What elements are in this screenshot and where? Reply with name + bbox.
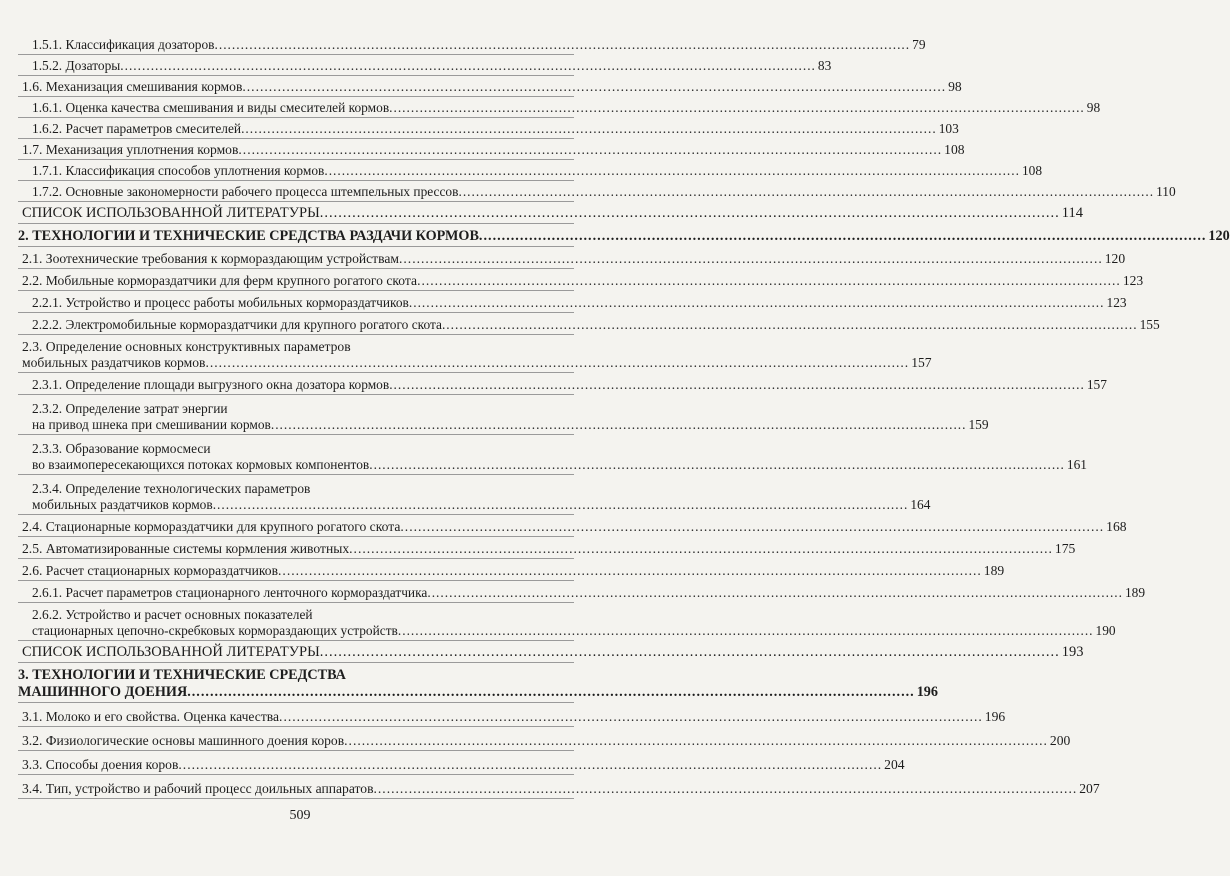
toc-entry xyxy=(18,181,1176,202)
toc-entry-line xyxy=(22,781,1100,797)
toc-entry xyxy=(18,247,1126,269)
toc-page-number: 200 xyxy=(1049,733,1071,748)
toc-entry xyxy=(18,663,938,703)
toc-entry-line xyxy=(22,251,1126,267)
toc-entry xyxy=(18,291,1127,313)
toc-page-number: 157 xyxy=(1086,377,1107,392)
toc-entry-title: 3.4. Тип, устройство и рабочий процесс доильных аппаратов xyxy=(22,781,374,796)
toc-page-number: 110 xyxy=(1156,184,1176,199)
toc-entry-line xyxy=(32,100,1101,116)
toc-entry xyxy=(18,97,1101,118)
toc-entry-title: 2.6.1. Расчет параметров стационарного ленточного кормораздатчика xyxy=(32,585,428,600)
toc-entry-title: стационарных цепочно-скребковых кормораздающих устройств xyxy=(32,623,398,638)
toc-entry-line xyxy=(18,667,574,684)
toc-entry-title: 1.6.2. Расчет параметров смесителей xyxy=(32,121,242,136)
toc-entry xyxy=(18,202,1083,224)
toc-entry-line xyxy=(32,58,832,74)
toc-entry-title: МАШИННОГО ДОЕНИЯ xyxy=(18,684,188,700)
toc-page-number: 123 xyxy=(1106,295,1127,310)
toc-entry-title: 3.3. Способы доения коров xyxy=(22,757,179,772)
toc-entry-line xyxy=(18,228,1230,245)
toc-entry-title: 2.6. Расчет стационарных кормораздатчиков xyxy=(22,563,279,578)
toc-entry-title: 2. ТЕХНОЛОГИИ И ТЕХНИЧЕСКИЕ СРЕДСТВА РАЗДАЧИ КОРМОВ xyxy=(18,228,479,244)
toc-entry-title: мобильных раздатчиков кормов xyxy=(32,497,213,512)
toc-page-number: 98 xyxy=(1086,100,1101,115)
toc-leader-dots xyxy=(271,417,967,433)
toc-entry-line xyxy=(32,37,926,53)
toc-entry-title: 1.7.2. Основные закономерности рабочего процесса штемпельных прессов xyxy=(32,184,459,199)
toc-page-number: 193 xyxy=(1061,644,1084,660)
toc-leader-dots xyxy=(215,37,911,53)
toc-leader-dots xyxy=(241,121,937,137)
toc-entry-title: 2.2. Мобильные кормораздатчики для ферм крупного рогатого скота xyxy=(22,273,418,288)
toc-entry-title: 1.6. Механизация смешивания кормов xyxy=(22,79,243,94)
toc-entry xyxy=(18,118,959,139)
toc-entry xyxy=(18,475,931,515)
toc-page-number: 108 xyxy=(1021,163,1043,178)
toc-entry-line xyxy=(22,355,932,371)
toc-page-number: 98 xyxy=(948,79,962,94)
toc-entry-line xyxy=(32,585,1146,601)
toc-entry-title: мобильных раздатчиков кормов xyxy=(22,355,206,370)
toc-entry-line xyxy=(22,339,574,355)
toc-entry xyxy=(18,775,1100,799)
toc-entry xyxy=(18,335,932,373)
toc-leader-dots xyxy=(369,457,1065,473)
toc-entry-title: 1.6.1. Оценка качества смешивания и виды смесителей кормов xyxy=(32,100,390,115)
toc-page-number: 108 xyxy=(944,142,965,157)
toc-page-number: 159 xyxy=(968,417,989,432)
toc-leader-dots xyxy=(324,163,1020,179)
toc-entry-line xyxy=(32,163,1043,179)
toc-leader-dots xyxy=(238,142,942,158)
toc-page-number: 204 xyxy=(884,757,905,772)
toc-entry-title: 3. ТЕХНОЛОГИИ И ТЕХНИЧЕСКИЕ СРЕДСТВА xyxy=(18,667,346,683)
toc-entry xyxy=(18,160,1043,181)
toc-entry-title: 1.5.1. Классификация дозаторов xyxy=(32,37,215,52)
toc-entry xyxy=(18,603,1116,641)
toc-entry-line xyxy=(32,623,1116,639)
toc-entry-line xyxy=(32,417,989,433)
toc-leader-dots xyxy=(399,251,1103,267)
toc-entry-line xyxy=(22,709,1006,725)
toc-entry-line xyxy=(32,401,574,417)
toc-entry xyxy=(18,559,1005,581)
toc-leader-dots xyxy=(242,79,946,95)
toc-entry-line xyxy=(32,121,959,137)
toc-entry-line xyxy=(32,481,574,497)
table-of-contents xyxy=(18,34,1230,799)
toc-entry-title: 1.5.2. Дозаторы xyxy=(32,58,121,73)
toc-entry-title: на привод шнека при смешивании кормов xyxy=(32,417,271,432)
toc-entry-title: 2.4. Стационарные кормораздатчики для крупного рогатого скота xyxy=(22,519,401,534)
toc-entry-line xyxy=(22,541,1076,557)
toc-entry-line xyxy=(22,142,965,158)
toc-entry xyxy=(18,395,989,435)
toc-entry-title: 1.7.1. Классификация способов уплотнения кормов xyxy=(32,163,325,178)
toc-entry-line xyxy=(22,79,962,95)
toc-page-number: 189 xyxy=(1124,585,1146,600)
toc-entry xyxy=(18,224,1230,247)
toc-leader-dots xyxy=(320,205,1060,222)
toc-entry-title: 2.3.1. Определение площади выгрузного окна дозатора кормов xyxy=(32,377,390,392)
toc-leader-dots xyxy=(213,497,909,513)
toc-leader-dots xyxy=(442,317,1138,333)
toc-entry xyxy=(18,34,926,55)
toc-leader-dots xyxy=(374,781,1078,797)
toc-entry-line xyxy=(22,733,1071,749)
toc-page-number: 196 xyxy=(984,709,1006,724)
toc-entry xyxy=(18,269,1144,291)
toc-leader-dots xyxy=(187,684,915,701)
toc-entry xyxy=(18,435,1087,475)
toc-leader-dots xyxy=(320,644,1060,661)
toc-entry-line xyxy=(22,519,1127,535)
toc-leader-dots xyxy=(344,733,1048,749)
toc-entry-line xyxy=(18,684,938,701)
toc-entry-line xyxy=(22,563,1005,579)
toc-leader-dots xyxy=(389,377,1085,393)
toc-entry-title: СПИСОК ИСПОЛЬЗОВАННОЙ ЛИТЕРАТУРЫ xyxy=(22,205,320,221)
toc-leader-dots xyxy=(400,519,1104,535)
toc-entry-title: 2.2.1. Устройство и процесс работы мобильных кормораздатчиков xyxy=(32,295,409,310)
toc-entry-line xyxy=(32,497,931,513)
toc-entry xyxy=(18,537,1076,559)
toc-leader-dots xyxy=(278,563,982,579)
toc-leader-dots xyxy=(389,100,1085,116)
toc-leader-dots xyxy=(398,623,1094,639)
toc-page-number: 207 xyxy=(1079,781,1100,796)
toc-leader-dots xyxy=(279,709,983,725)
page-number: 509 xyxy=(289,808,311,823)
toc-page-number: 83 xyxy=(817,58,832,73)
toc-entry-line xyxy=(32,295,1127,311)
toc-entry xyxy=(18,55,832,76)
toc-entry-title: 2.3.2. Определение затрат энергии xyxy=(32,401,228,416)
toc-leader-dots xyxy=(120,58,816,74)
toc-entry-title: СПИСОК ИСПОЛЬЗОВАННОЙ ЛИТЕРАТУРЫ xyxy=(22,644,320,660)
toc-page-number: 168 xyxy=(1106,519,1127,534)
toc-entry-title: 2.3.3. Образование кормосмеси xyxy=(32,441,211,456)
toc-entry-title: 3.2. Физиологические основы машинного доения коров xyxy=(22,733,345,748)
toc-entry-title: 1.7. Механизация уплотнения кормов xyxy=(22,142,239,157)
toc-leader-dots xyxy=(178,757,882,773)
toc-entry-line xyxy=(22,273,1144,289)
toc-leader-dots xyxy=(349,541,1053,557)
toc-page-number: 123 xyxy=(1122,273,1144,288)
toc-page-number: 164 xyxy=(910,497,931,512)
toc-page-number: 120 xyxy=(1104,251,1126,266)
toc-entry xyxy=(18,76,962,97)
toc-leader-dots xyxy=(479,228,1207,245)
toc-entry xyxy=(18,641,1084,663)
toc-page-number: 161 xyxy=(1066,457,1087,472)
toc-leader-dots xyxy=(409,295,1105,311)
toc-entry xyxy=(18,751,905,775)
toc-entry-line xyxy=(32,377,1107,393)
toc-page-number: 155 xyxy=(1139,317,1160,332)
toc-entry-line xyxy=(22,644,1084,661)
toc-entry xyxy=(18,313,1160,335)
toc-leader-dots xyxy=(417,273,1121,289)
toc-entry-title: 2.3. Определение основных конструктивных параметров xyxy=(22,339,351,354)
toc-page-number: 120 xyxy=(1208,228,1230,244)
toc-page-number: 114 xyxy=(1061,205,1083,221)
toc-page-number: 157 xyxy=(911,355,932,370)
toc-page-number: 103 xyxy=(938,121,959,136)
toc-entry-title: 2.6.2. Устройство и расчет основных показателей xyxy=(32,607,313,622)
toc-entry-line xyxy=(32,317,1160,333)
toc-entry-title: 2.5. Автоматизированные системы кормления животных xyxy=(22,541,350,556)
toc-entry xyxy=(18,703,1006,727)
toc-entry-title: во взаимопересекающихся потоках кормовых компонентов xyxy=(32,457,370,472)
toc-page-number: 79 xyxy=(912,37,926,52)
toc-entry-title: 2.2.2. Электромобильные кормораздатчики для крупного рогатого скота xyxy=(32,317,442,332)
toc-leader-dots xyxy=(427,585,1123,601)
toc-page-number: 189 xyxy=(983,563,1005,578)
toc-entry-line xyxy=(32,184,1176,200)
toc-page-number: 175 xyxy=(1054,541,1076,556)
toc-page-number: 196 xyxy=(916,684,938,700)
toc-entry xyxy=(18,515,1127,537)
toc-entry-line xyxy=(22,757,905,773)
toc-entry-line xyxy=(32,457,1087,473)
toc-entry-line xyxy=(32,607,574,623)
toc-entry-line xyxy=(22,205,1083,222)
toc-entry-title: 2.1. Зоотехнические требования к кормораздающим устройствам xyxy=(22,251,399,266)
toc-page-number: 190 xyxy=(1095,623,1116,638)
toc-entry xyxy=(18,373,1107,395)
toc-entry xyxy=(18,139,965,160)
toc-entry-title: 3.1. Молоко и его свойства. Оценка качества xyxy=(22,709,280,724)
toc-entry-title: 2.3.4. Определение технологических параметров xyxy=(32,481,311,496)
toc-entry-line xyxy=(32,441,574,457)
toc-entry xyxy=(18,581,1146,603)
toc-entry xyxy=(18,727,1071,751)
toc-leader-dots xyxy=(205,355,909,371)
toc-leader-dots xyxy=(458,184,1154,200)
